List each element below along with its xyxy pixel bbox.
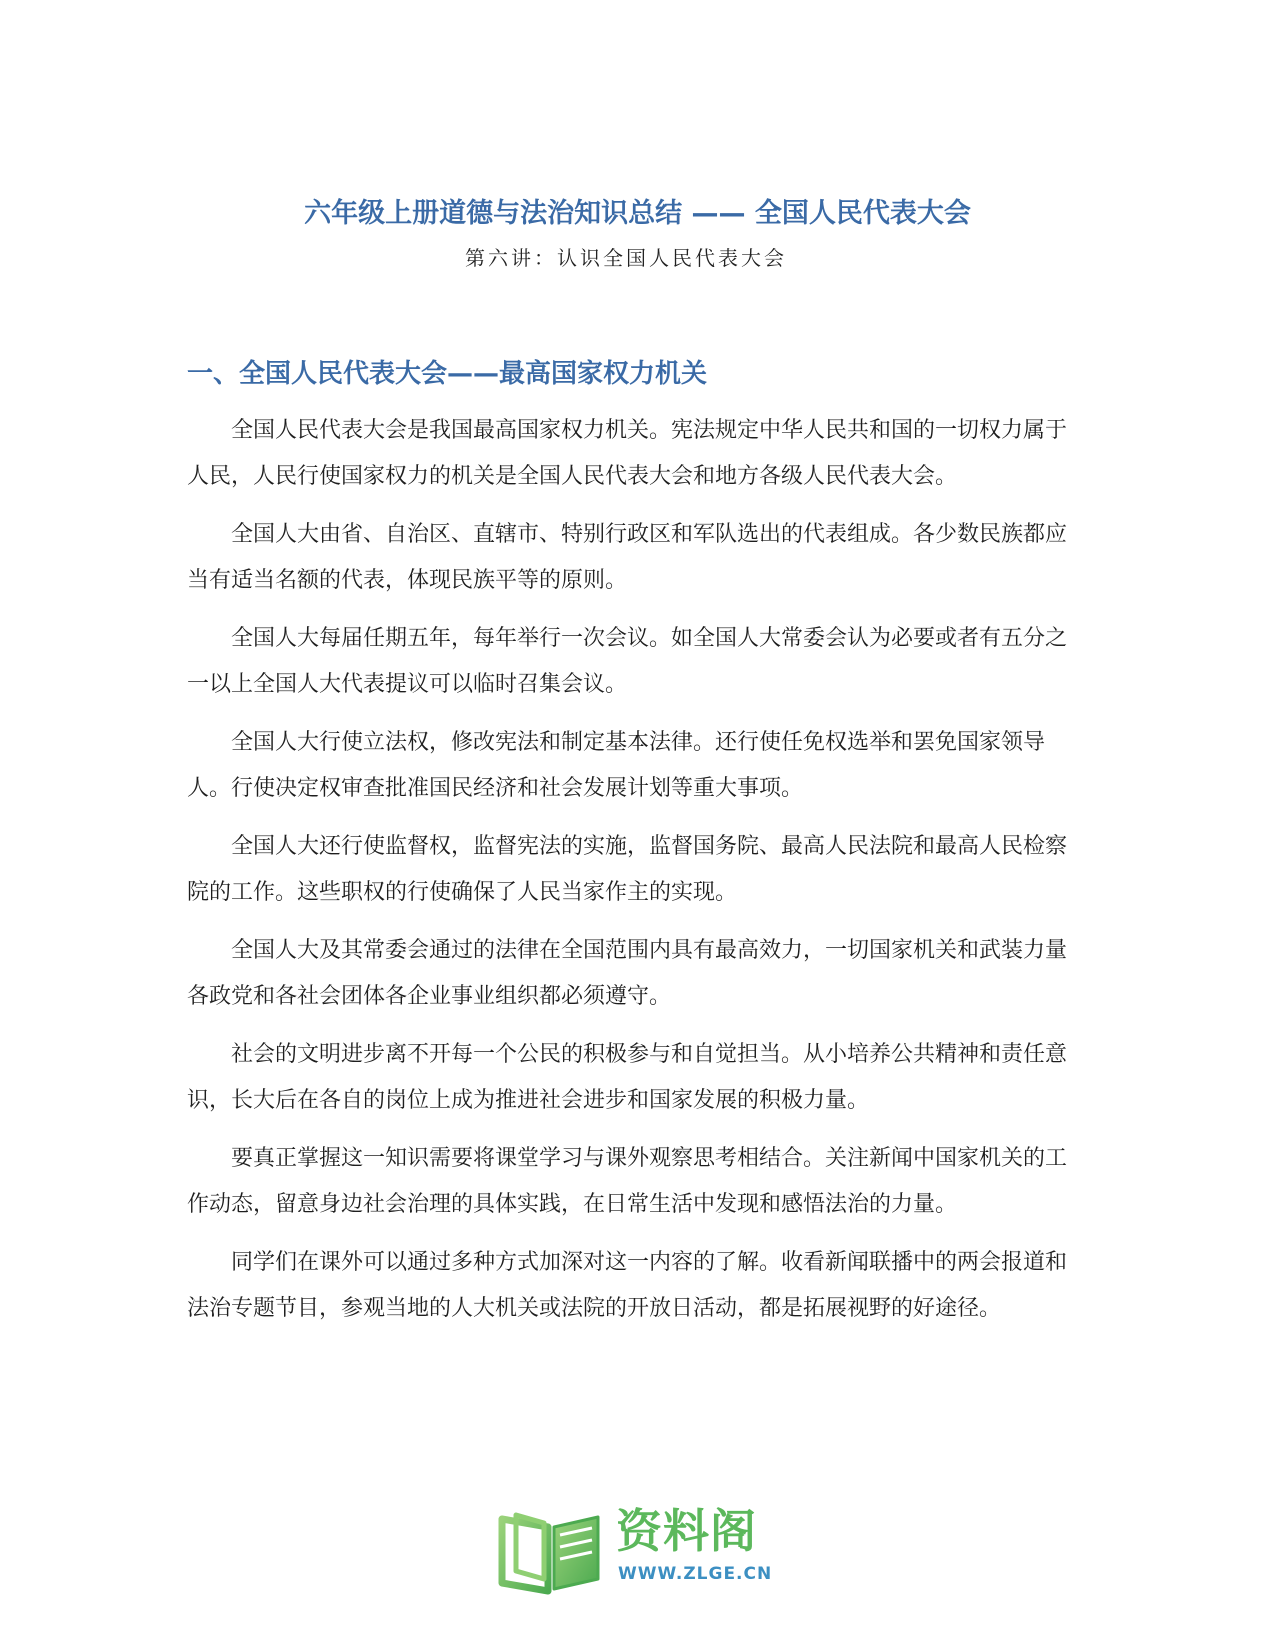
book-icon	[494, 1505, 614, 1595]
paragraph: 全国人大及其常委会通过的法律在全国范围内具有最高效力，一切国家机关和武装力量各政党和各社会团体各企业事业组织都必须遵守。	[187, 938, 1068, 1009]
section-heading: 一、全国人民代表大会——最高国家权力机关	[187, 359, 708, 389]
paragraph: 全国人民代表大会是我国最高国家权力机关。宪法规定中华人民共和国的一切权力属于人民，人民行使国家权力的机关是全国人民代表大会和地方各级人民代表大会。	[187, 418, 1068, 489]
paragraph: 社会的文明进步离不开每一个公民的积极参与和自觉担当。从小培养公共精神和责任意识，长大后在各自的岗位上成为推进社会进步和国家发展的积极力量。	[187, 1042, 1068, 1113]
paragraph: 要真正掌握这一知识需要将课堂学习与课外观察思考相结合。关注新闻中国家机关的工作动态，留意身边社会治理的具体实践，在日常生活中发现和感悟法治的力量。	[187, 1146, 1068, 1217]
paragraph: 全国人大还行使监督权，监督宪法的实施，监督国务院、最高人民法院和最高人民检察院的工作。这些职权的行使确保了人民当家作主的实现。	[187, 834, 1068, 905]
paragraph: 全国人大行使立法权，修改宪法和制定基本法律。还行使任免权选举和罢免国家领导人。行使决定权审查批准国民经济和社会发展计划等重大事项。	[187, 730, 1046, 801]
paragraph: 全国人大每届任期五年，每年举行一次会议。如全国人大常委会认为必要或者有五分之一以上全国人大代表提议可以临时召集会议。	[187, 626, 1068, 697]
body-text	[187, 408, 1087, 1344]
paragraph: 同学们在课外可以通过多种方式加深对这一内容的了解。收看新闻联播中的两会报道和法治专题节目，参观当地的人大机关或法院的开放日活动，都是拓展视野的好途径。	[187, 1250, 1068, 1321]
paragraph: 全国人大由省、自治区、直辖市、特别行政区和军队选出的代表组成。各少数民族都应当有适当名额的代表，体现民族平等的原则。	[187, 522, 1068, 593]
watermark-url: WWW.ZLGE.CN	[618, 1564, 773, 1584]
page-subtitle: 第六讲：认识全国人民代表大会	[465, 246, 787, 270]
watermark-logo	[494, 1505, 784, 1595]
page-title: 六年级上册道德与法治知识总结 —— 全国人民代表大会	[304, 198, 971, 229]
watermark-name: 资料阁	[616, 1504, 757, 1558]
